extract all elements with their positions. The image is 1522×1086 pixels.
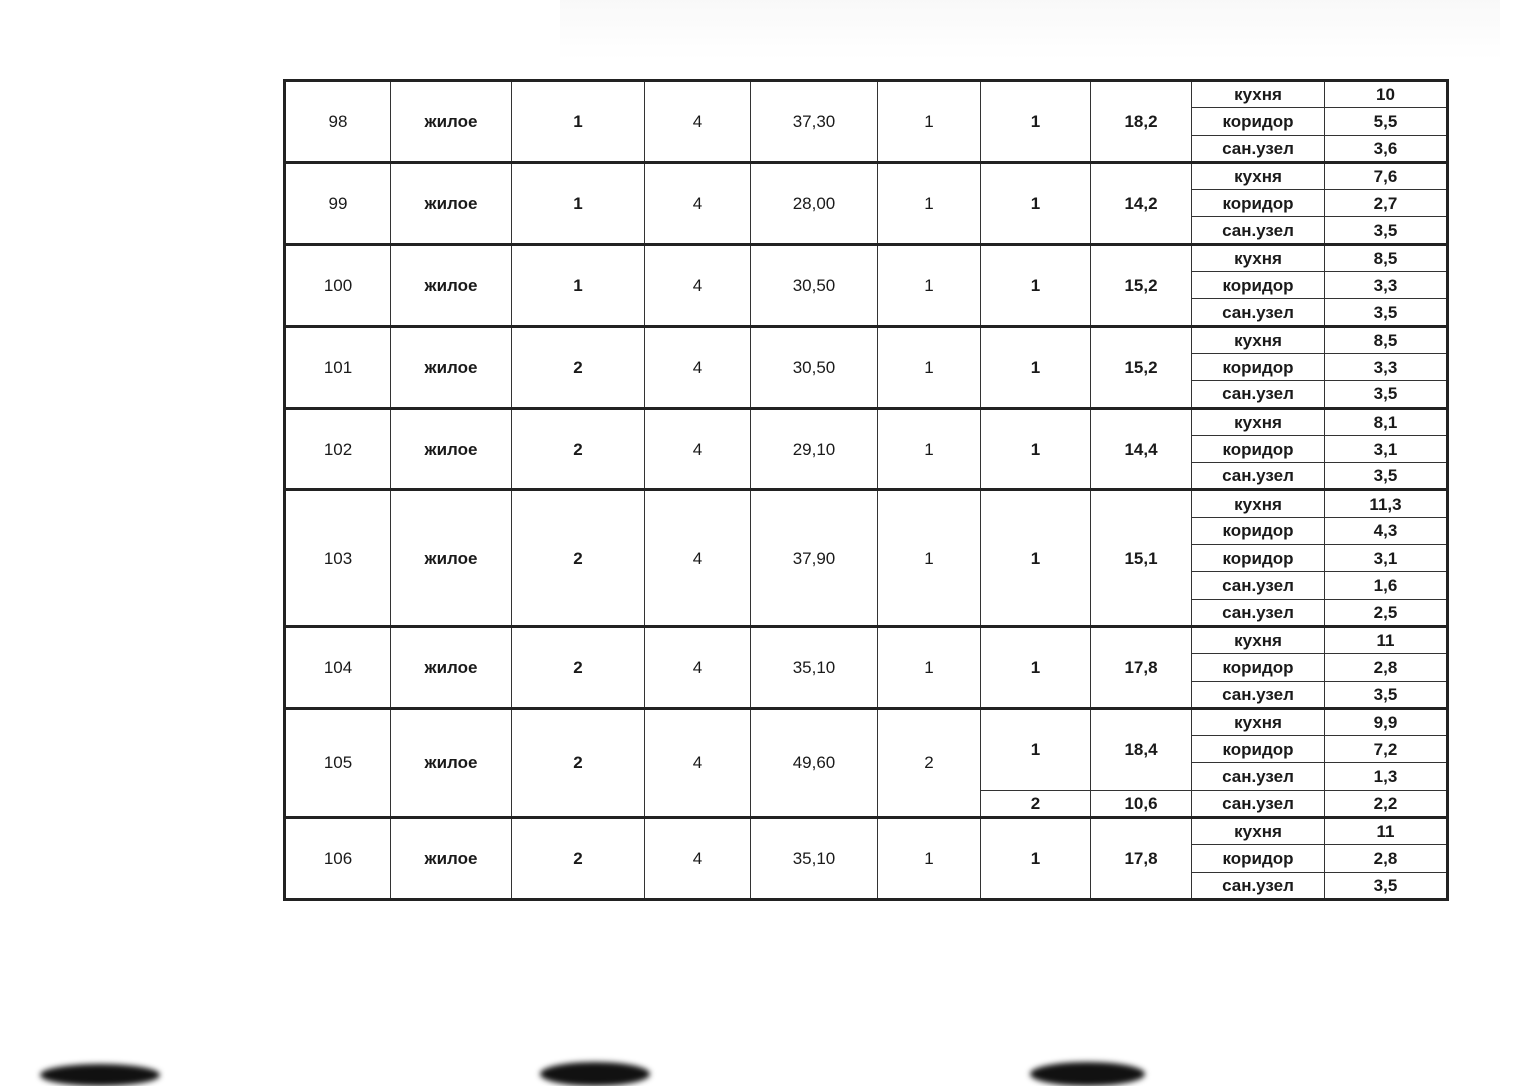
aux-room-name: коридор bbox=[1192, 517, 1325, 544]
aux-room-name: коридор bbox=[1192, 545, 1325, 572]
aux-room-area: 3,5 bbox=[1325, 217, 1448, 244]
apartment-total-area: 37,30 bbox=[751, 81, 878, 163]
apartment-number: 102 bbox=[285, 408, 391, 490]
aux-room-name: сан.узел bbox=[1192, 463, 1325, 490]
aux-room-area: 2,5 bbox=[1325, 599, 1448, 626]
apartment-purpose: жилое bbox=[391, 626, 512, 708]
apartment-living-rooms-count: 1 bbox=[878, 818, 981, 900]
apartment-living-rooms-count: 1 bbox=[878, 162, 981, 244]
aux-room-name: сан.узел bbox=[1192, 299, 1325, 326]
apartment-purpose: жилое bbox=[391, 81, 512, 163]
apartment-floor: 4 bbox=[645, 818, 751, 900]
aux-room-name: кухня bbox=[1192, 162, 1325, 189]
aux-room-name: сан.узел bbox=[1192, 381, 1325, 408]
apartment-number: 99 bbox=[285, 162, 391, 244]
aux-room-name: коридор bbox=[1192, 190, 1325, 217]
living-room-area: 17,8 bbox=[1091, 818, 1192, 900]
apartment-number: 100 bbox=[285, 244, 391, 326]
apartment-section: 2 bbox=[512, 708, 645, 817]
apartment-total-area: 35,10 bbox=[751, 626, 878, 708]
living-room-area: 14,2 bbox=[1091, 162, 1192, 244]
apartment-purpose: жилое bbox=[391, 326, 512, 408]
scan-artifact bbox=[540, 1062, 650, 1086]
aux-room-area: 3,6 bbox=[1325, 135, 1448, 162]
apartment-living-rooms-count: 1 bbox=[878, 244, 981, 326]
aux-room-area: 10 bbox=[1325, 81, 1448, 108]
scan-artifact bbox=[1030, 1062, 1145, 1086]
table-row bbox=[285, 244, 1448, 271]
table-row bbox=[285, 408, 1448, 435]
apartment-floor: 4 bbox=[645, 626, 751, 708]
apartment-floor: 4 bbox=[645, 408, 751, 490]
aux-room-name: сан.узел bbox=[1192, 135, 1325, 162]
aux-room-area: 2,2 bbox=[1325, 790, 1448, 817]
aux-room-name: сан.узел bbox=[1192, 681, 1325, 708]
aux-room-name: коридор bbox=[1192, 353, 1325, 380]
apartment-number: 101 bbox=[285, 326, 391, 408]
table-row bbox=[285, 708, 1448, 735]
apartment-living-rooms-count: 1 bbox=[878, 408, 981, 490]
apartment-living-rooms-count: 1 bbox=[878, 490, 981, 626]
aux-room-name: сан.узел bbox=[1192, 599, 1325, 626]
table-row bbox=[285, 490, 1448, 517]
aux-room-area: 3,5 bbox=[1325, 299, 1448, 326]
scan-bottom-edge bbox=[0, 1052, 1522, 1080]
apartment-living-rooms-count: 1 bbox=[878, 626, 981, 708]
apartment-floor: 4 bbox=[645, 81, 751, 163]
apartment-section: 2 bbox=[512, 818, 645, 900]
apartment-section: 1 bbox=[512, 81, 645, 163]
scan-artifact bbox=[40, 1064, 160, 1086]
living-room-area: 14,4 bbox=[1091, 408, 1192, 490]
living-room-area: 15,2 bbox=[1091, 326, 1192, 408]
living-room-number: 1 bbox=[981, 490, 1091, 626]
apartment-total-area: 37,90 bbox=[751, 490, 878, 626]
aux-room-area: 3,3 bbox=[1325, 353, 1448, 380]
apartment-section: 2 bbox=[512, 326, 645, 408]
aux-room-area: 3,5 bbox=[1325, 381, 1448, 408]
table-row bbox=[285, 81, 1448, 108]
aux-room-area: 7,6 bbox=[1325, 162, 1448, 189]
aux-room-name: кухня bbox=[1192, 408, 1325, 435]
apartment-floor: 4 bbox=[645, 708, 751, 817]
registry-body bbox=[285, 81, 1448, 900]
apartment-total-area: 30,50 bbox=[751, 326, 878, 408]
aux-room-area: 9,9 bbox=[1325, 708, 1448, 735]
living-room-number: 1 bbox=[981, 708, 1091, 790]
apartment-floor: 4 bbox=[645, 490, 751, 626]
aux-room-name: сан.узел bbox=[1192, 572, 1325, 599]
apartment-purpose: жилое bbox=[391, 818, 512, 900]
living-room-number: 1 bbox=[981, 818, 1091, 900]
apartment-purpose: жилое bbox=[391, 408, 512, 490]
aux-room-area: 7,2 bbox=[1325, 736, 1448, 763]
aux-room-name: коридор bbox=[1192, 654, 1325, 681]
apartment-total-area: 35,10 bbox=[751, 818, 878, 900]
apartment-number: 105 bbox=[285, 708, 391, 817]
aux-room-name: кухня bbox=[1192, 326, 1325, 353]
aux-room-area: 8,5 bbox=[1325, 244, 1448, 271]
aux-room-name: коридор bbox=[1192, 108, 1325, 135]
apartment-purpose: жилое bbox=[391, 490, 512, 626]
aux-room-area: 4,3 bbox=[1325, 517, 1448, 544]
living-room-area: 18,2 bbox=[1091, 81, 1192, 163]
apartment-floor: 4 bbox=[645, 162, 751, 244]
table-row bbox=[285, 818, 1448, 845]
aux-room-area: 3,1 bbox=[1325, 435, 1448, 462]
living-room-number: 2 bbox=[981, 790, 1091, 817]
aux-room-name: кухня bbox=[1192, 818, 1325, 845]
apartment-living-rooms-count: 1 bbox=[878, 326, 981, 408]
aux-room-name: сан.узел bbox=[1192, 763, 1325, 790]
aux-room-name: коридор bbox=[1192, 272, 1325, 299]
apartment-purpose: жилое bbox=[391, 162, 512, 244]
aux-room-name: сан.узел bbox=[1192, 872, 1325, 899]
aux-room-area: 3,5 bbox=[1325, 681, 1448, 708]
aux-room-name: кухня bbox=[1192, 626, 1325, 653]
apartment-purpose: жилое bbox=[391, 244, 512, 326]
apartment-total-area: 30,50 bbox=[751, 244, 878, 326]
aux-room-name: кухня bbox=[1192, 81, 1325, 108]
aux-room-name: кухня bbox=[1192, 244, 1325, 271]
apartment-floor: 4 bbox=[645, 326, 751, 408]
aux-room-name: коридор bbox=[1192, 435, 1325, 462]
living-room-number: 1 bbox=[981, 81, 1091, 163]
bleed-through-shadow bbox=[560, 0, 1500, 60]
aux-room-area: 11 bbox=[1325, 818, 1448, 845]
aux-room-area: 2,8 bbox=[1325, 845, 1448, 872]
aux-room-area: 11 bbox=[1325, 626, 1448, 653]
aux-room-area: 1,3 bbox=[1325, 763, 1448, 790]
aux-room-name: сан.узел bbox=[1192, 217, 1325, 244]
apartment-section: 1 bbox=[512, 244, 645, 326]
living-room-number: 1 bbox=[981, 326, 1091, 408]
aux-room-name: сан.узел bbox=[1192, 790, 1325, 817]
aux-room-area: 8,5 bbox=[1325, 326, 1448, 353]
aux-room-area: 11,3 bbox=[1325, 490, 1448, 517]
apartment-section: 2 bbox=[512, 408, 645, 490]
apartment-floor: 4 bbox=[645, 244, 751, 326]
living-room-area: 15,2 bbox=[1091, 244, 1192, 326]
living-room-number: 1 bbox=[981, 162, 1091, 244]
aux-room-area: 5,5 bbox=[1325, 108, 1448, 135]
apartment-total-area: 49,60 bbox=[751, 708, 878, 817]
aux-room-area: 2,8 bbox=[1325, 654, 1448, 681]
aux-room-area: 3,1 bbox=[1325, 545, 1448, 572]
living-room-number: 1 bbox=[981, 244, 1091, 326]
living-room-number: 1 bbox=[981, 626, 1091, 708]
apartment-section: 2 bbox=[512, 490, 645, 626]
aux-room-area: 3,5 bbox=[1325, 872, 1448, 899]
aux-room-area: 1,6 bbox=[1325, 572, 1448, 599]
table-row bbox=[285, 162, 1448, 189]
aux-room-name: коридор bbox=[1192, 736, 1325, 763]
apartment-living-rooms-count: 1 bbox=[878, 81, 981, 163]
apartment-number: 103 bbox=[285, 490, 391, 626]
living-room-area: 10,6 bbox=[1091, 790, 1192, 817]
table-row bbox=[285, 326, 1448, 353]
apartment-number: 98 bbox=[285, 81, 391, 163]
table-row bbox=[285, 626, 1448, 653]
apartment-number: 106 bbox=[285, 818, 391, 900]
apartment-section: 1 bbox=[512, 162, 645, 244]
aux-room-name: кухня bbox=[1192, 490, 1325, 517]
apartment-section: 2 bbox=[512, 626, 645, 708]
apartment-total-area: 28,00 bbox=[751, 162, 878, 244]
aux-room-area: 3,5 bbox=[1325, 463, 1448, 490]
aux-room-name: кухня bbox=[1192, 708, 1325, 735]
living-room-area: 15,1 bbox=[1091, 490, 1192, 626]
living-room-area: 17,8 bbox=[1091, 626, 1192, 708]
apartment-number: 104 bbox=[285, 626, 391, 708]
living-room-number: 1 bbox=[981, 408, 1091, 490]
aux-room-name: коридор bbox=[1192, 845, 1325, 872]
aux-room-area: 2,7 bbox=[1325, 190, 1448, 217]
apartment-purpose: жилое bbox=[391, 708, 512, 817]
apartment-registry-table bbox=[283, 79, 1449, 901]
apartment-total-area: 29,10 bbox=[751, 408, 878, 490]
aux-room-area: 3,3 bbox=[1325, 272, 1448, 299]
aux-room-area: 8,1 bbox=[1325, 408, 1448, 435]
living-room-area: 18,4 bbox=[1091, 708, 1192, 790]
apartment-living-rooms-count: 2 bbox=[878, 708, 981, 817]
